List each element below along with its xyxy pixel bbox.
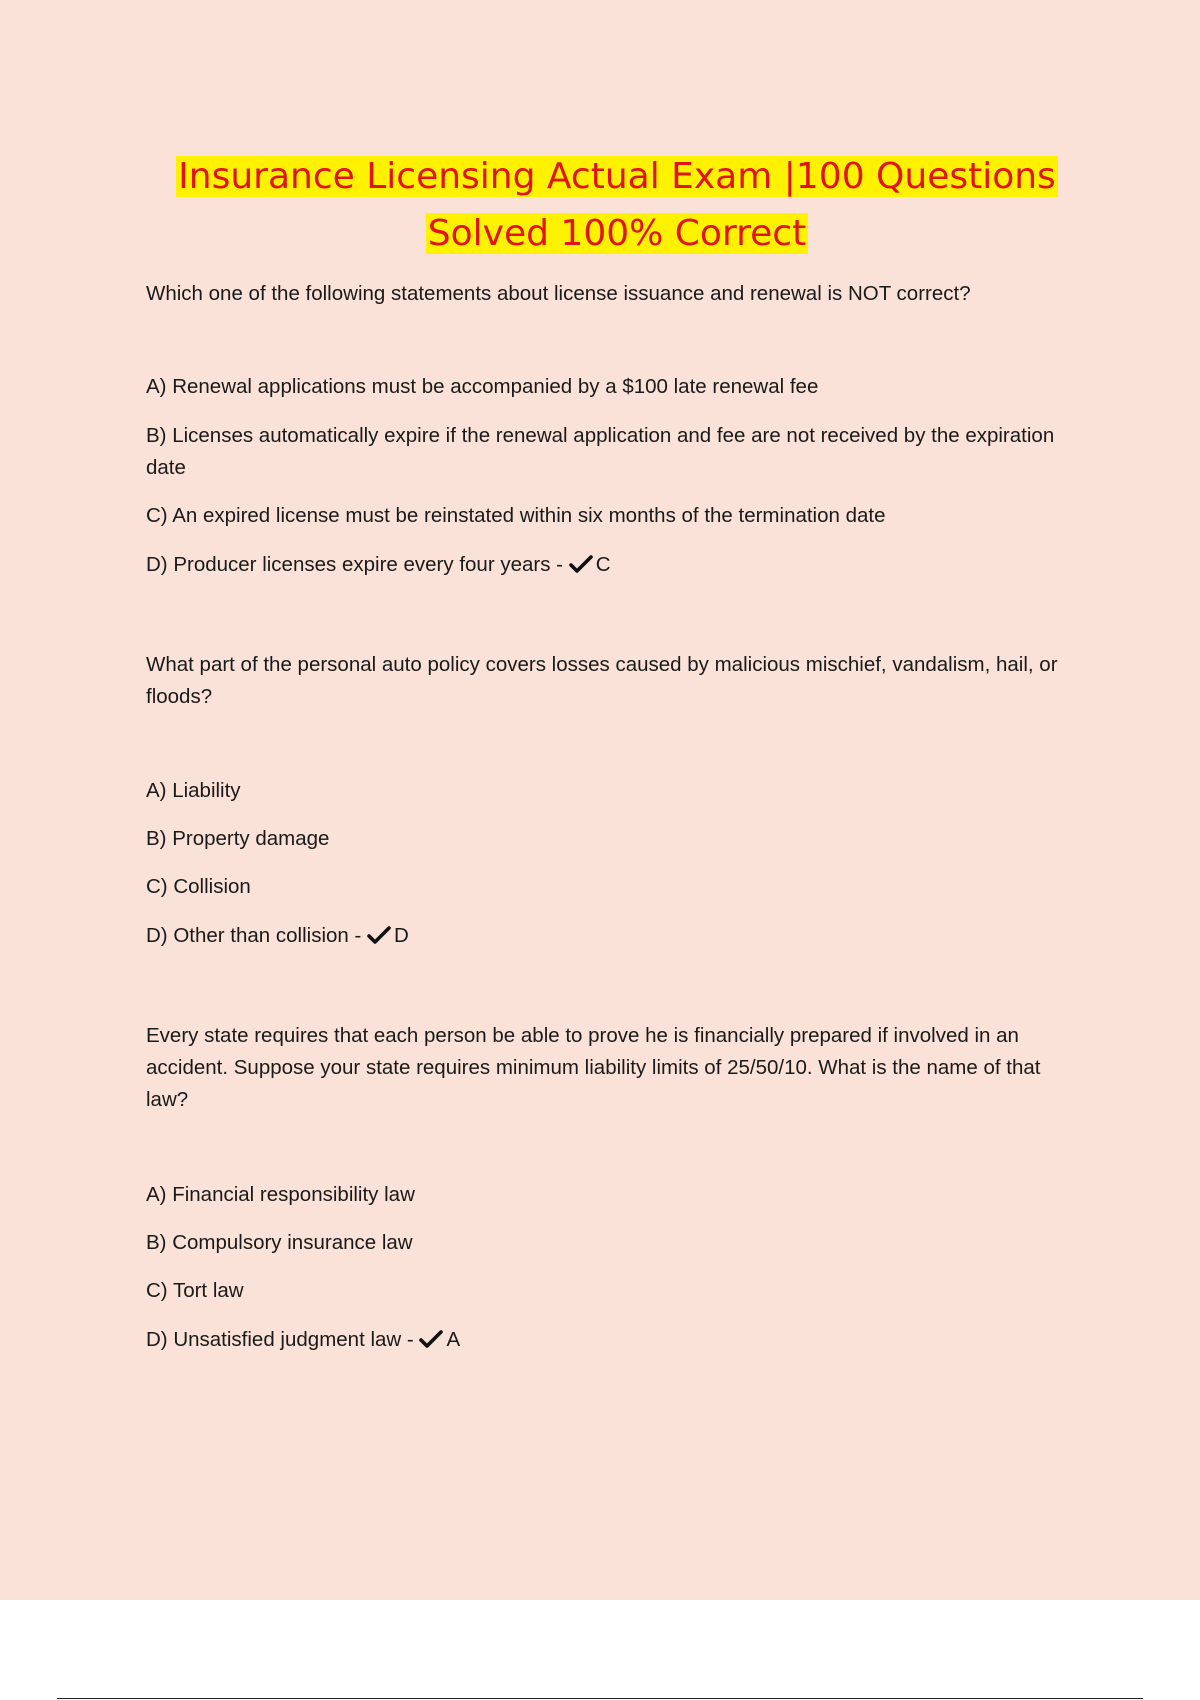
option-a: A) Financial responsibility law [146,1183,415,1206]
options-list-2 [146,775,1066,952]
option-d [146,920,1066,952]
question-text: Every state requires that each person be able to prove he is financially prepared if involved in an accident. Suppose your state requires minimum liability limits of 25/50/10. What is the name of that law? [146,1024,1041,1111]
option-b: B) Licenses automatically expire if the renewal application and fee are not received by the expiration date [146,424,1055,479]
option-c: C) Tort law [146,1279,244,1302]
options-list-3 [146,1179,1066,1356]
option-a: A) Liability [146,779,241,802]
question-block-1 [146,278,1066,310]
options-list-1 [146,371,1066,581]
option-d-text: D) Producer licenses expire every four years - [146,553,563,576]
checkmark-icon [569,554,593,574]
option-d-text: D) Unsatisfied judgment law - [146,1328,414,1351]
answer-label: C [595,553,611,576]
option-b: B) Property damage [146,827,330,850]
question-block-3 [146,1020,1066,1116]
answer-label: A [446,1328,461,1351]
option-d-text: D) Other than collision - [146,924,362,947]
option-a: A) Renewal applications must be accompanied by a $100 late renewal fee [146,375,819,398]
footer-divider [57,1698,1143,1699]
question-text: What part of the personal auto policy covers losses caused by malicious mischief, vandalism, hail, or floods? [146,653,1058,708]
question-block-2 [146,649,1066,713]
answer-label: D [394,924,409,947]
title-line-1: Insurance Licensing Actual Exam |100 Questions [178,156,1056,197]
option-b: B) Compulsory insurance law [146,1231,413,1254]
option-d [146,549,1066,581]
title-line-2: Solved 100% Correct [427,213,807,254]
option-c: C) An expired license must be reinstated within six months of the termination date [146,504,886,527]
question-text: Which one of the following statements about license issuance and renewal is NOT correct? [146,282,971,305]
option-d [146,1324,1066,1356]
option-c: C) Collision [146,875,251,898]
checkmark-icon [419,1329,443,1349]
checkmark-icon [367,925,391,945]
document-title [150,148,1084,262]
